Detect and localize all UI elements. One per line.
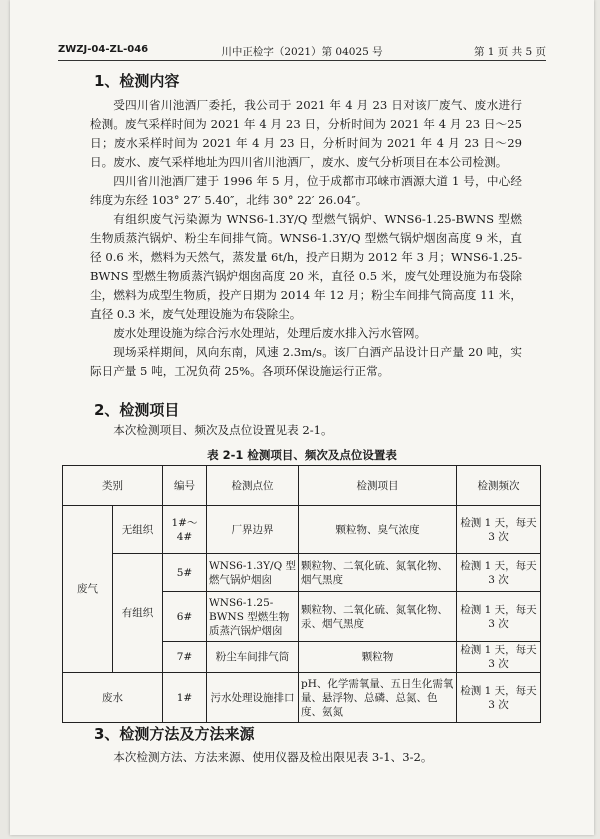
section-2-body — [90, 421, 522, 440]
paragraph: 本次检测方法、方法来源、使用仪器及检出限见表 3-1、3-2。 — [113, 750, 433, 764]
point-cell: 粉尘车间排气筒 — [207, 642, 299, 673]
paragraph: 有组织废气污染源为 WNS6-1.3Y/Q 型燃气锅炉、WNS6-1.25-BWNS 型燃生物质蒸汽锅炉、粉尘车间排气筒。WNS6-1.3Y/Q 型燃气锅炉烟囱高度 9 米，直径 0.6 米，燃料为天然气，蒸发量 6t/h，投产日期为 2012 年 3 月；WNS6-1.25-BWNS 型燃生物质蒸汽锅炉烟囱高度 20 米，直径 0.5 米，废气处理设施为布袋除尘，燃料为成型生物质，投产日期为 2014 年 12 月；粉尘车间排气筒高度 11 米，直径 0.3 米，废气处理设施为布袋除尘。 — [90, 212, 522, 321]
paragraph: 现场采样期间，风向东南，风速 2.3m/s。该厂白酒产品设计日产量 20 吨，实际日产量 5 吨，工况负荷 25%。各项环保设施运行正常。 — [90, 345, 522, 378]
paragraph: 本次检测项目、频次及点位设置见表 2-1。 — [113, 423, 333, 437]
category-cell: 废气 — [63, 506, 113, 673]
page-info: 第 1 页 共 5 页 — [473, 46, 546, 58]
number-cell: 6# — [163, 592, 207, 642]
frequency-cell: 检测 1 天，每天 3 次 — [457, 673, 541, 723]
page-header — [58, 44, 546, 61]
col-header: 检测项目 — [299, 466, 457, 506]
col-header: 类别 — [63, 466, 163, 506]
section-title-3: 3、检测方法及方法来源 — [94, 725, 255, 743]
category-cell: 废水 — [63, 673, 163, 723]
frequency-cell: 检测 1 天，每天 3 次 — [457, 592, 541, 642]
subcategory-cell: 无组织 — [113, 506, 163, 554]
table-header-row — [63, 466, 541, 506]
point-cell: WNS6-1.3Y/Q 型燃气锅炉烟囱 — [207, 554, 299, 592]
col-header: 检测点位 — [207, 466, 299, 506]
col-header: 编号 — [163, 466, 207, 506]
items-cell: 颗粒物 — [299, 642, 457, 673]
paragraph: 废水处理设施为综合污水处理站，处理后废水排入污水管网。 — [113, 326, 427, 340]
detection-items-table — [62, 465, 541, 723]
number-cell: 7# — [163, 642, 207, 673]
table-row — [63, 506, 541, 554]
col-header: 检测频次 — [457, 466, 541, 506]
point-cell: 厂界边界 — [207, 506, 299, 554]
items-cell: pH、化学需氧量、五日生化需氧量、悬浮物、总磷、总氮、色度、氨氮 — [299, 673, 457, 723]
items-cell: 颗粒物、二氧化硫、氮氧化物、汞、烟气黑度 — [299, 592, 457, 642]
report-page — [10, 0, 594, 835]
section-title-1: 1、检测内容 — [94, 72, 180, 90]
report-number: 川中正检字（2021）第 04025 号 — [221, 46, 383, 58]
table-caption: 表 2-1 检测项目、频次及点位设置表 — [207, 448, 397, 462]
items-cell: 颗粒物、二氧化硫、氮氧化物、烟气黑度 — [299, 554, 457, 592]
table-row — [63, 554, 541, 592]
subcategory-cell: 有组织 — [113, 554, 163, 673]
number-cell: 1#～4# — [163, 506, 207, 554]
section-3-body — [90, 748, 522, 767]
point-cell: WNS6-1.25-BWNS 型燃生物质蒸汽锅炉烟囱 — [207, 592, 299, 642]
point-cell: 污水处理设施排口 — [207, 673, 299, 723]
section-title-2: 2、检测项目 — [94, 401, 180, 419]
table-row — [63, 673, 541, 723]
number-cell: 1# — [163, 673, 207, 723]
frequency-cell: 检测 1 天，每天 3 次 — [457, 506, 541, 554]
section-1-body — [90, 96, 522, 381]
doc-code: ZWZJ-04-ZL-046 — [58, 44, 149, 55]
items-cell: 颗粒物、臭气浓度 — [299, 506, 457, 554]
number-cell: 5# — [163, 554, 207, 592]
paragraph: 受四川省川池酒厂委托，我公司于 2021 年 4 月 23 日对该厂废气、废水进行检测。废气采样时间为 2021 年 4 月 23 日，分析时间为 2021 年 4 月 23 日～25 日；废水采样时间为 2021 年 4 月 23 日，分析时间为 2021 年 4 月 23 日～29 日。废水、废气采样地址为四川省川池酒厂，废水、废气分析项目在本公司检测。 — [90, 98, 522, 169]
paragraph: 四川省川池酒厂建于 1996 年 5 月，位于成都市邛崃市酒源大道 1 号，中心经纬度为东经 103° 27′ 5.40″，北纬 30° 22′ 26.04″。 — [90, 174, 522, 207]
frequency-cell: 检测 1 天，每天 3 次 — [457, 642, 541, 673]
frequency-cell: 检测 1 天，每天 3 次 — [457, 554, 541, 592]
